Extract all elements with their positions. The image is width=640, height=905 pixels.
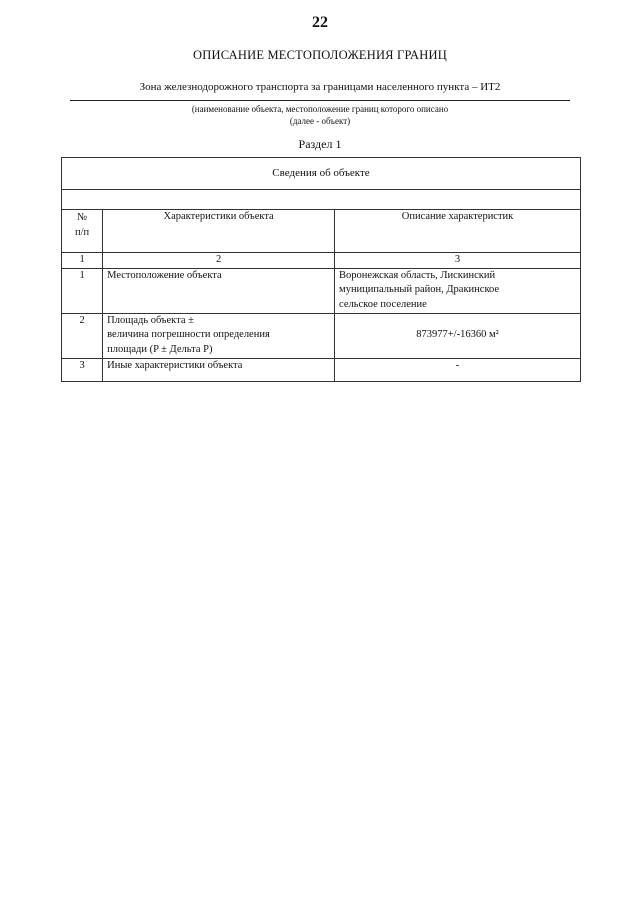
header-description: Описание характеристик <box>335 210 581 253</box>
page-number: 22 <box>312 14 328 31</box>
row-characteristic: Иные характеристики объекта <box>103 358 335 381</box>
column-number: 1 <box>62 253 103 269</box>
document-title: ОПИСАНИЕ МЕСТОПОЛОЖЕНИЯ ГРАНИЦ <box>193 48 447 62</box>
row-value: 873977+/-16360 м² <box>335 313 581 358</box>
row-value-line: Воронежская область, Лискинский <box>339 269 496 281</box>
row-value-line: муниципальный район, Дракинское <box>339 284 500 295</box>
section-label: Раздел 1 <box>298 137 342 151</box>
table-header-row <box>62 210 581 253</box>
zone-title: Зона железнодорожного транспорта за границами населенного пункта – ИТ2 <box>139 81 501 93</box>
column-number: 3 <box>335 253 581 269</box>
row-value-line: сельское поселение <box>339 298 427 310</box>
row-value: - <box>335 358 581 381</box>
column-number: 2 <box>103 253 335 269</box>
row-num: 1 <box>62 268 103 313</box>
table-title: Сведения об объекте <box>62 158 581 190</box>
table-title-row <box>62 158 581 190</box>
table-row <box>62 313 581 358</box>
header-num-line-2: п/п <box>75 227 90 238</box>
object-info-table <box>61 157 581 382</box>
table-row <box>62 358 581 381</box>
table-row <box>62 268 581 313</box>
row-characteristic-line: Площадь объекта ± <box>107 314 194 326</box>
row-value <box>335 268 581 313</box>
header-num <box>62 210 103 253</box>
row-characteristic: Местоположение объекта <box>103 268 335 313</box>
header-num-line-1: № <box>77 212 88 223</box>
row-num: 2 <box>62 313 103 358</box>
header-characteristics: Характеристики объекта <box>103 210 335 253</box>
caption-line-1: (наименование объекта, местоположение границ которого описано <box>191 104 449 114</box>
row-characteristic <box>103 313 335 358</box>
table-blank-row <box>62 190 581 210</box>
caption <box>70 103 570 127</box>
column-number-row <box>62 253 581 269</box>
underline-rule <box>70 100 570 101</box>
caption-line-2: (далее - объект) <box>289 116 351 126</box>
row-characteristic-line: площади (P ± Дельта P) <box>107 343 213 355</box>
row-num: 3 <box>62 358 103 381</box>
row-characteristic-line: величина погрешности определения <box>107 329 270 340</box>
